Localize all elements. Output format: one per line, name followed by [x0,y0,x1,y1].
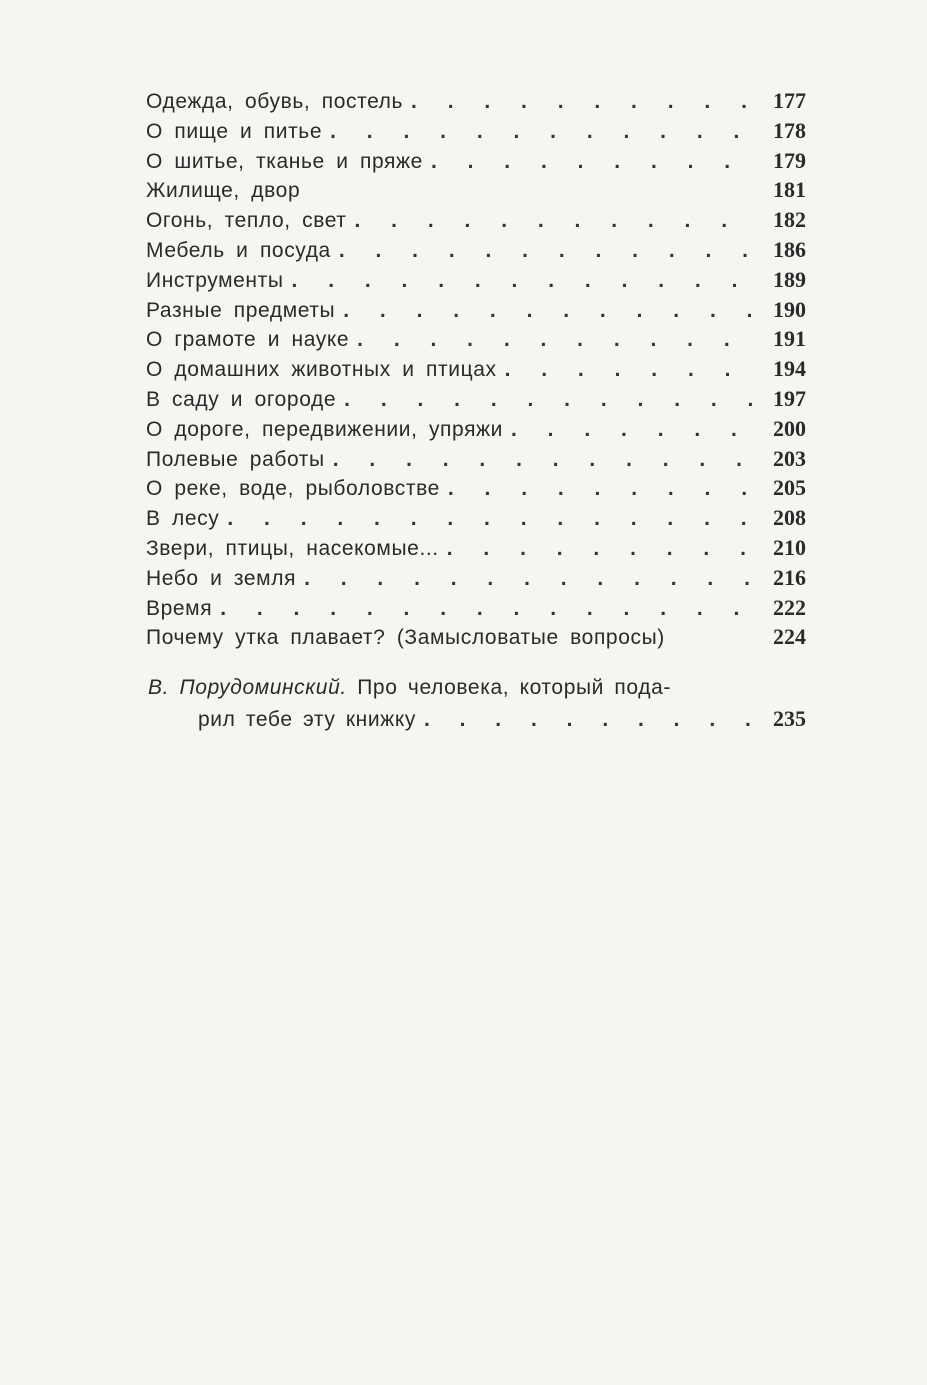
toc-entry-page: 216 [773,564,806,590]
dot-leader [339,239,758,263]
toc-entry-title: О домашних животных и птицах [146,358,497,382]
afterword-entry [148,676,806,736]
toc-entry [146,297,806,327]
dot-leader [511,418,758,442]
dot-leader [330,120,758,144]
toc-entry-title: Время [146,596,213,620]
toc-entry-page: 194 [773,356,806,382]
toc-entry-page: 182 [773,207,806,233]
toc-entry [146,356,806,386]
toc-entry-title: О дороге, передвижении, упряжи [146,417,504,441]
toc-entry [146,475,806,505]
dot-leader [220,597,758,621]
toc-entry-title: В саду и огороде [146,387,337,411]
afterword-title-part-1: Про человека, который пода- [357,676,671,699]
afterword-author: В. Порудоминский. [148,676,347,699]
toc-entry-title: Мебель и посуда [146,238,331,262]
toc-entry [146,505,806,535]
toc-entry-title: О реке, воде, рыболовстве [146,477,440,501]
toc-entry-page: 197 [773,385,806,411]
afterword-line-2 [148,706,806,736]
toc-entry-title: О шитье, тканье и пряже [146,149,423,173]
dot-leader [411,90,758,114]
toc-entry-title: В лесу [146,507,220,531]
toc-entry-page: 205 [773,475,806,501]
toc-entry [146,535,806,565]
toc-entry [146,595,806,625]
toc-entry [146,326,806,356]
afterword-page: 235 [773,706,806,731]
toc-entry-title: Одежда, обувь, постель [146,90,404,113]
dot-leader [292,269,758,293]
dot-leader [505,358,758,382]
toc-entry [146,237,806,267]
toc-entry-page: 189 [773,266,806,292]
toc-entry-page: 178 [773,117,806,143]
dot-leader [431,150,758,174]
afterword-title-part-2: рил тебе эту книжку [198,708,416,731]
toc-entry [146,565,806,595]
toc-entry-page: 200 [773,415,806,441]
toc-entry-title: О пище и питье [146,119,323,143]
dot-leader [344,388,758,412]
dot-leader [227,507,758,531]
toc-entry-page: 210 [773,534,806,560]
dot-leader [447,537,758,561]
toc-entry-page: 186 [773,236,806,262]
table-of-contents [146,88,806,654]
toc-entry-page: 179 [773,147,806,173]
toc-entry-title: О грамоте и науке [146,328,350,352]
toc-entry-page: 190 [773,296,806,322]
toc-entry-title: Звери, птицы, насекомые... [146,536,439,560]
toc-entry-page: 177 [773,88,806,113]
dot-leader [333,448,758,472]
toc-entry-title: Полевые работы [146,447,325,471]
toc-entry-page: 203 [773,445,806,471]
toc-entry [146,446,806,476]
dot-leader [424,708,758,732]
toc-entry-page: 208 [773,505,806,531]
toc-entry [146,416,806,446]
toc-entry-page: 191 [773,326,806,352]
dot-leader [343,299,758,323]
dot-leader [448,477,758,501]
toc-entry [146,267,806,297]
toc-entry [146,148,806,178]
toc-entry-title: Огонь, тепло, свет [146,209,347,233]
dot-leader [355,209,758,233]
toc-entry-title: Инструменты [146,268,284,292]
toc-entry-page: 181 [773,177,806,203]
toc-entry [146,118,806,148]
toc-entry [146,177,806,207]
toc-entry-title: Жилище, двор [146,179,301,203]
toc-entry-page: 222 [773,594,806,620]
toc-entry [146,386,806,416]
toc-entry [146,624,806,654]
dot-leader [304,567,758,591]
toc-entry-title: Почему утка плавает? (Замысловатые вопросы) [146,626,665,650]
dot-leader [357,328,758,352]
toc-entry-page: 224 [773,624,806,650]
afterword-line-1 [148,676,806,706]
toc-entry-title: Небо и земля [146,566,297,590]
toc-entry [146,207,806,237]
toc-entry-title: Разные предметы [146,298,336,322]
toc-entry [146,88,806,118]
